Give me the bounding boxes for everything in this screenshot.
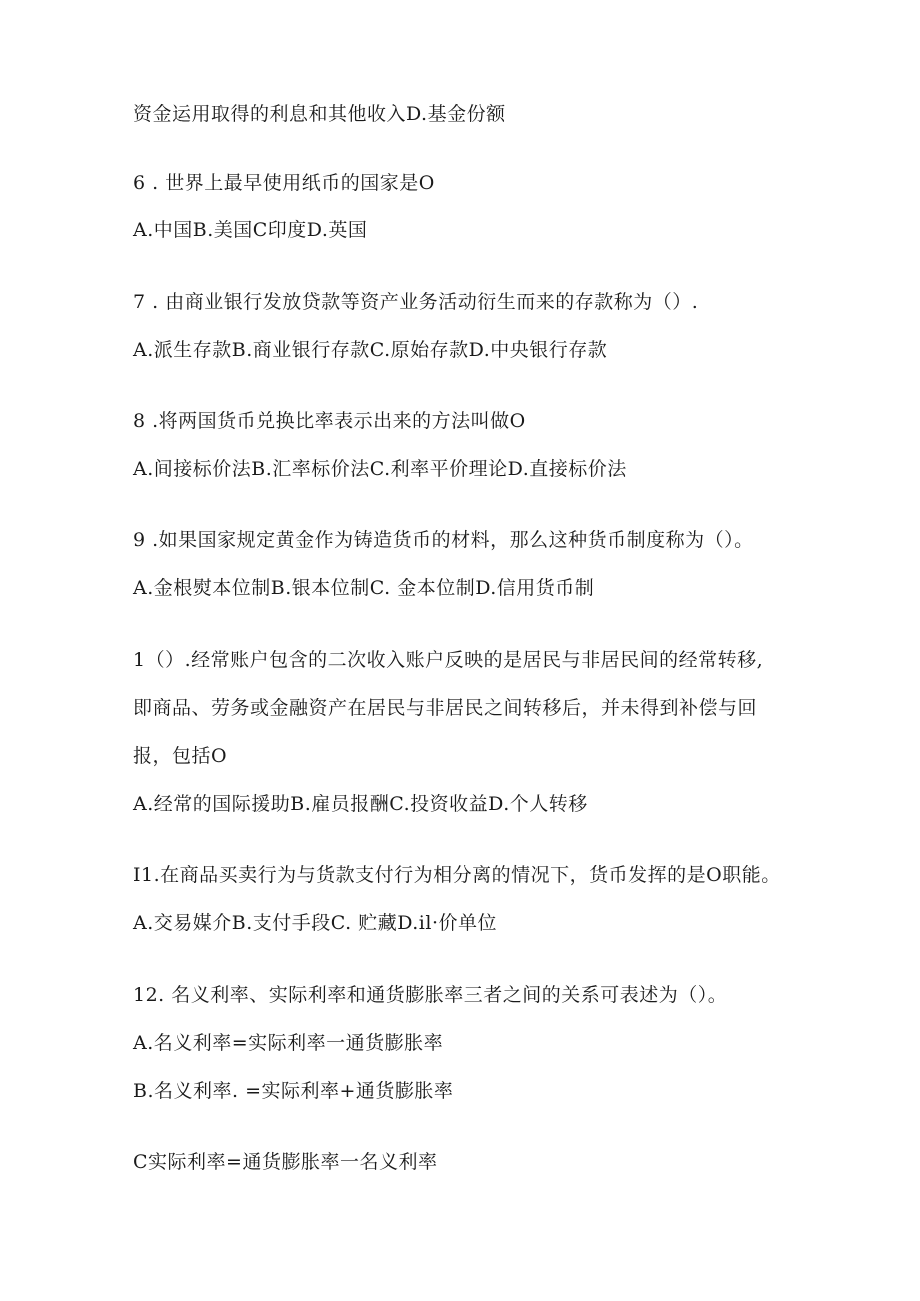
question-10-line-2: 即商品、劳务或金融资产在居民与非居民之间转移后，并未得到补偿与回	[133, 697, 758, 719]
question-10-options: A.经常的国际援助B.雇员报酬C.投资收益D.个人转移	[133, 793, 588, 815]
question-11: I1.在商品买卖行为与货款支付行为相分离的情况下，货币发挥的是O职能。	[133, 864, 781, 886]
question-12: 12. 名义利率、实际利率和通货膨胀率三者之间的关系可表述为（）。	[133, 984, 728, 1006]
question-8-options: A.间接标价法B.汇率标价法C.利率平价理论D.直接标价法	[133, 458, 627, 480]
question-7-options: A.派生存款B.商业银行存款C.原始存款D.中央银行存款	[133, 339, 608, 361]
question-10-line-3: 报，包括O	[133, 745, 228, 767]
question-6: 6 . 世界上最早使用纸币的国家是O	[133, 172, 435, 194]
question-12-option-b: B.名义利率. =实际利率+通货膨胀率	[133, 1080, 454, 1102]
question-7: 7 . 由商业银行发放贷款等资产业务活动衍生而来的存款称为（）.	[133, 291, 699, 313]
question-8: 8 .将两国货币兑换比率表示出来的方法叫做O	[133, 410, 526, 432]
question-12-option-a: A.名义利率=实际利率一通货膨胀率	[133, 1032, 444, 1054]
question-9: 9 .如果国家规定黄金作为铸造货币的材料，那么这种货币制度称为（）。	[133, 529, 754, 551]
question-12-option-c: C实际利率=通货膨胀率一名义利率	[133, 1151, 438, 1173]
question-11-options: A.交易媒介B.支付手段C. 贮藏D.il·价单位	[133, 912, 497, 934]
question-9-options: A.金根熨本位制B.银本位制C. 金本位制D.信用货币制	[133, 577, 595, 599]
text-line-continuation: 资金运用取得的利息和其他收入D.基金份额	[133, 103, 506, 125]
question-6-options: A.中国B.美国C印度D.英国	[133, 219, 368, 241]
question-10-line-1: 1（）.经常账户包含的二次收入账户反映的是居民与非居民间的经常转移,	[133, 649, 764, 671]
